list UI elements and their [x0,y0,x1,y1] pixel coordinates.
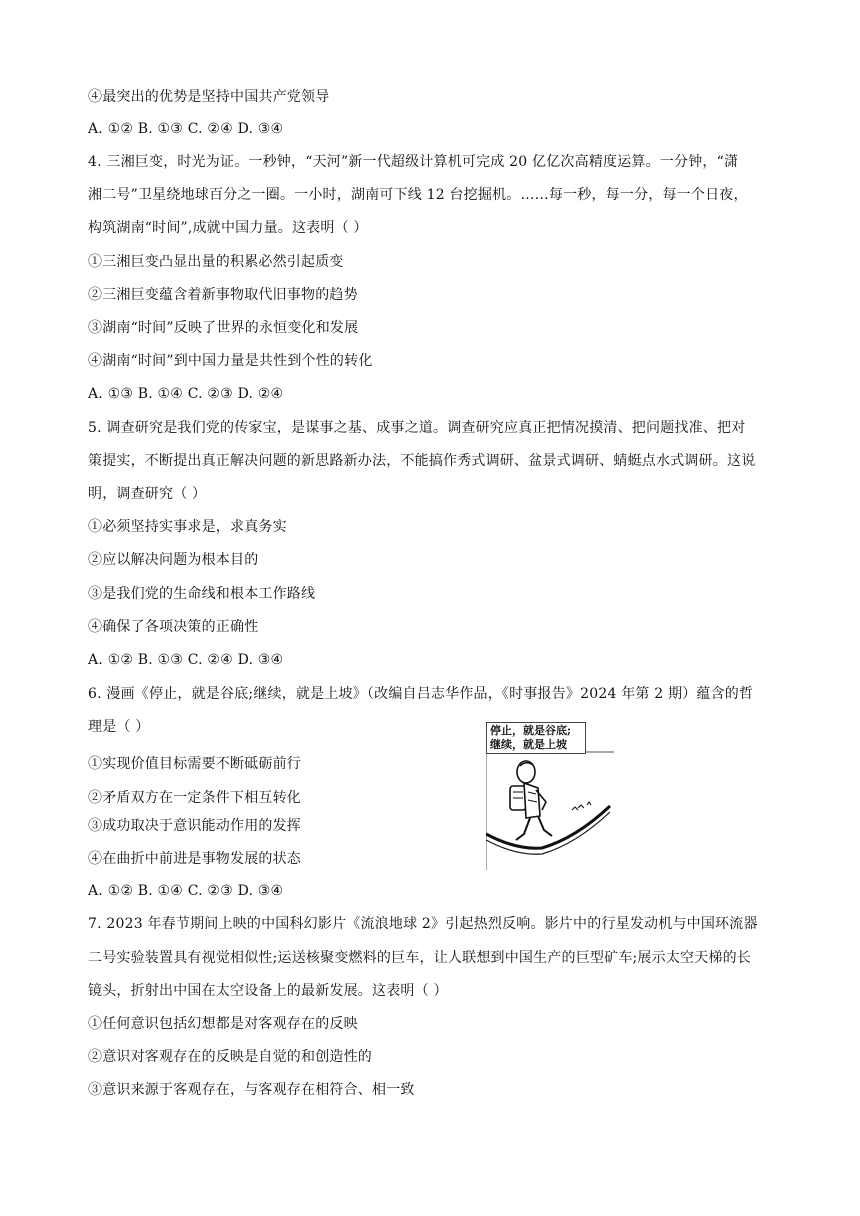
q4-stem-line-2: 湘二号”卫星绕地球百分之一圈。一小时，湖南可下线 12 台挖掘机。……每一秒，每一分，每一个日夜， [88,187,748,203]
q5-stem-line-2: 策提实，不断提出真正解决问题的新思路新办法，不能搞作秀式调研、盆景式调研、蜻蜓点水式调研。这说 [88,453,756,469]
q6-option-1: ①实现价值目标需要不断砥砺前行 [88,756,301,772]
q3-option-4: ④最突出的优势是坚持中国共产党领导 [88,89,330,105]
q4-option-3: ③湖南“时间”反映了世界的永恒变化和发展 [88,320,359,336]
q3-answers: A. ①② B. ①③ C. ②④ D. ③④ [88,121,284,137]
q6-option-3: ③成功取决于意识能动作用的发挥 [88,818,301,834]
q5-option-4: ④确保了各项决策的正确性 [88,619,259,635]
q6-option-4: ④在曲折中前进是事物发展的状态 [88,851,301,867]
q6-answers: A. ①② B. ①④ C. ②③ D. ③④ [88,883,284,899]
q7-option-1: ①任何意识包括幻想都是对客观存在的反映 [88,1016,358,1032]
q6-stem-line-2: 理是（ ） [88,719,150,735]
q6-option-2: ②矛盾双方在一定条件下相互转化 [88,790,301,806]
q4-stem-line-1: 4. 三湘巨变，时光为证。一秒钟，“天河”新一代超级计算机可完成 20 亿亿次高精度运算。一分钟，“潇 [88,154,739,170]
cartoon-caption-line-2: 继续，就是上坡 [490,738,567,751]
q7-option-3: ③意识来源于客观存在，与客观存在相符合、相一致 [88,1082,415,1098]
q4-answers: A. ①③ B. ①④ C. ②③ D. ②④ [88,386,284,402]
q5-stem-line-1: 5. 调查研究是我们党的传家宝，是谋事之基、成事之道。调查研究应真正把情况摸清、把问题找准、把对 [88,420,746,436]
q7-stem-line-3: 镜头，折射出中国在太空设备上的最新发展。这表明（ ） [88,983,448,999]
cartoon-caption [486,722,586,754]
q4-option-2: ②三湘巨变蕴含着新事物取代旧事物的趋势 [88,287,358,303]
q5-option-1: ①必须坚持实事求是，求真务实 [88,519,287,535]
q7-stem-line-1: 7. 2023 年春节期间上映的中国科幻影片《流浪地球 2》引起热烈反响。影片中的行星发动机与中国环流器 [88,916,758,932]
q7-stem-line-2: 二号实验装置具有视觉相似性;运送核聚变燃料的巨车，让人联想到中国生产的巨型矿车;展示太空天梯的长 [88,950,752,966]
q5-answers: A. ①② B. ①③ C. ②④ D. ③④ [88,652,284,668]
q5-stem-line-3: 明，调查研究（ ） [88,486,207,502]
q7-option-2: ②意识对客观存在的反映是自觉的和创造性的 [88,1049,372,1065]
q5-option-3: ③是我们党的生命线和根本工作路线 [88,586,316,602]
cartoon-caption-line-1: 停止，就是谷底; [490,724,572,737]
cartoon-illustration [486,722,616,872]
q4-stem-line-3: 构筑湖南“时间”,成就中国力量。这表明（ ） [88,220,368,236]
q4-option-1: ①三湘巨变凸显出量的积累必然引起质变 [88,254,344,270]
q5-option-2: ②应以解决问题为根本目的 [88,552,259,568]
q6-stem-line-1: 6. 漫画《停止，就是谷底;继续，就是上坡》（改编自吕志华作品，《时事报告》2024 年第 2 期）蕴含的哲 [88,686,754,702]
q4-option-4: ④湖南“时间”到中国力量是共性到个性的转化 [88,353,373,369]
